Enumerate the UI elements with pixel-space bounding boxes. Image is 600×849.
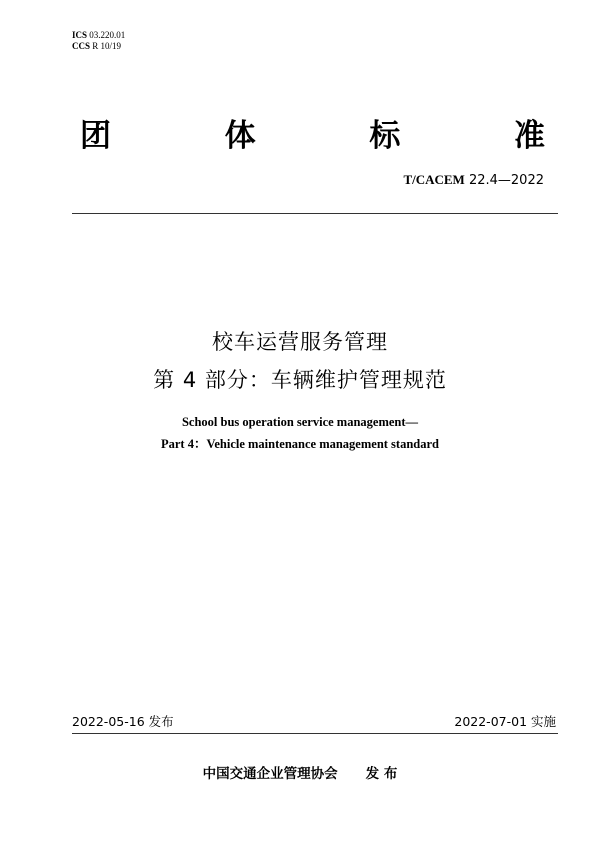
title-cn-line2: 第 4 部分：车辆维护管理规范 xyxy=(153,368,447,392)
standard-number-prefix: T/CACEM xyxy=(403,172,465,187)
ccs-value: R 10/19 xyxy=(92,41,122,51)
classification-codes xyxy=(72,30,125,52)
title-en-line2: Part 4：Vehicle maintenance management standard xyxy=(161,437,439,451)
implementation-date: 2022-07-01 实施 xyxy=(454,714,556,729)
standard-type-char: 体 xyxy=(224,118,256,154)
title-en-line1: School bus operation service management— xyxy=(181,415,419,429)
publisher xyxy=(0,762,600,782)
standard-type-char: 标 xyxy=(369,118,401,154)
ics-label: ICS xyxy=(72,30,88,40)
standard-type-heading xyxy=(80,110,545,155)
ccs-code xyxy=(72,41,125,52)
ics-value: 03.220.01 xyxy=(89,30,126,40)
title-cn-line1: 校车运营服务管理 xyxy=(212,330,388,354)
standard-type-char: 团 xyxy=(80,118,111,154)
footer-divider xyxy=(72,733,558,734)
standard-number xyxy=(403,172,544,188)
publisher-action: 发 布 xyxy=(365,766,398,782)
issue-date: 2022-05-16 发布 xyxy=(72,714,174,729)
header-divider xyxy=(72,213,558,214)
publisher-name: 中国交通企业管理协会 xyxy=(202,766,338,782)
ccs-label: CCS xyxy=(72,41,91,51)
standard-number-value: 22.4—2022 xyxy=(468,173,544,188)
standard-type-char: 准 xyxy=(513,118,545,154)
ics-code xyxy=(72,30,125,41)
